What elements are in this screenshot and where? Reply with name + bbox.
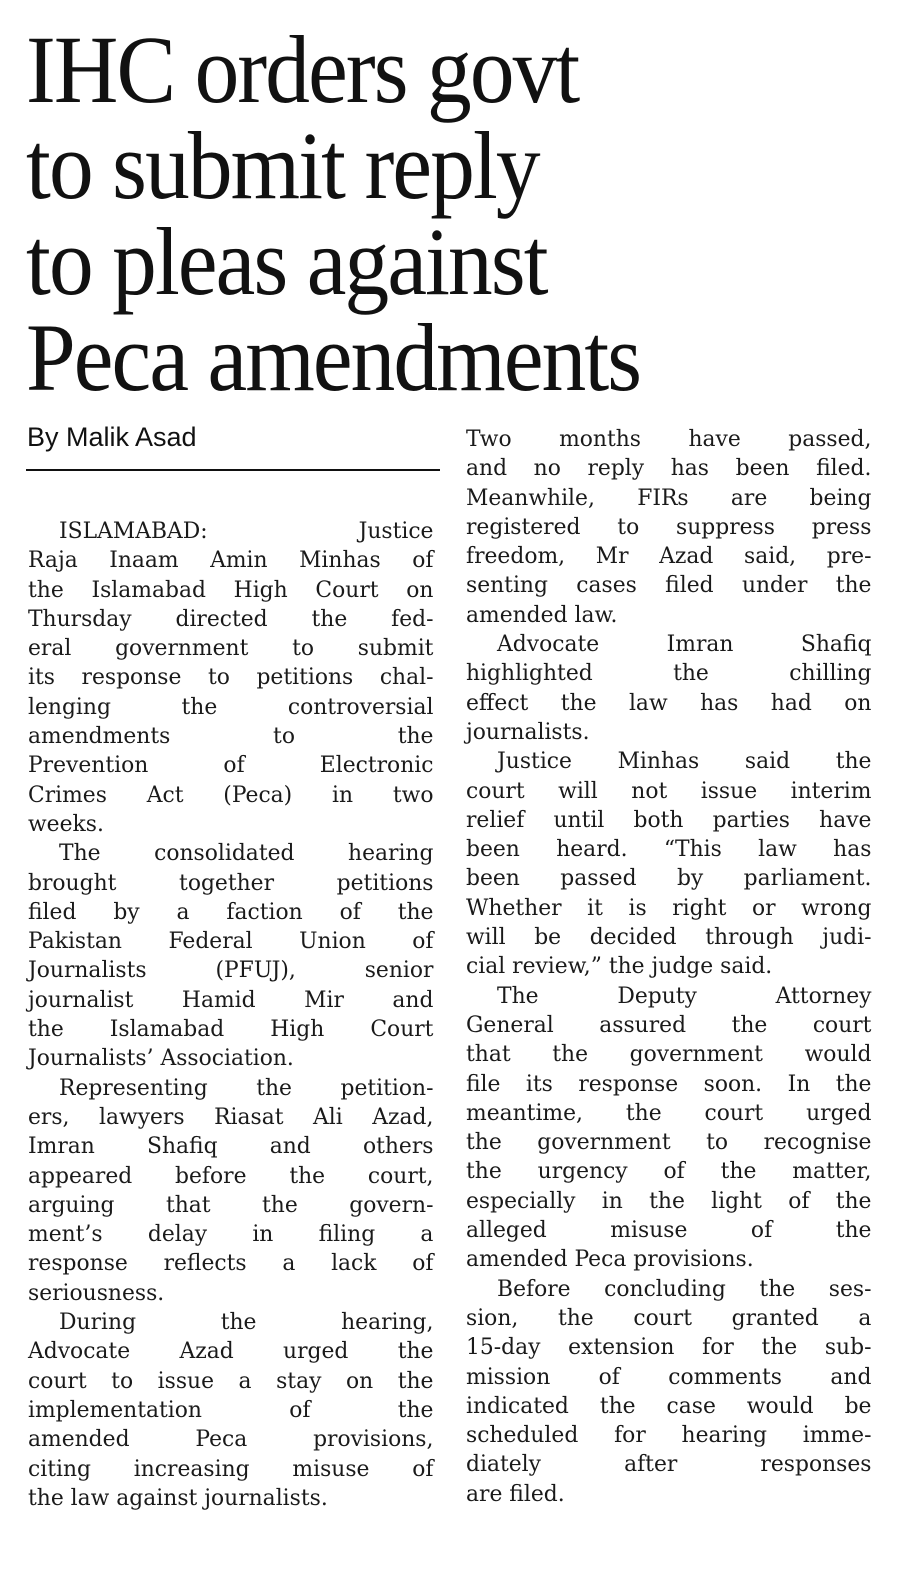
paragraph-line: weeks. [28, 810, 104, 837]
paragraph-line: amendments to the [28, 723, 434, 750]
article-column-right [466, 425, 871, 1509]
paragraph-line: especially in the light of the [466, 1187, 872, 1214]
article-paragraph [28, 1308, 433, 1513]
paragraph-line: seriousness. [28, 1279, 165, 1306]
paragraph-line: Prevention of Electronic [28, 752, 434, 779]
paragraph-line: sion, the court granted a [466, 1304, 872, 1331]
paragraph-line: are filed. [466, 1480, 565, 1507]
paragraph-line: 15-day extension for the sub- [466, 1334, 872, 1361]
paragraph-line: the law against journalists. [28, 1484, 328, 1511]
paragraph-line: Meanwhile, FIRs are being [466, 484, 872, 511]
paragraph-line: Justice Minhas said the [497, 748, 872, 775]
paragraph-line: scheduled for hearing imme- [466, 1422, 872, 1449]
paragraph-line: registered to suppress press [466, 513, 872, 540]
paragraph-line: Crimes Act (Peca) in two [28, 781, 434, 808]
paragraph-line: court will not issue interim [466, 777, 872, 804]
article-paragraph [466, 630, 871, 747]
paragraph-line: appeared before the court, [28, 1162, 434, 1189]
paragraph-line: The Deputy Attorney [497, 982, 872, 1009]
paragraph-line: ers, lawyers Riasat Ali Azad, [28, 1103, 434, 1130]
paragraph-line: the Islamabad High Court [28, 1016, 434, 1043]
paragraph-line: Before concluding the ses- [497, 1275, 872, 1302]
paragraph-line: court to issue a stay on the [28, 1367, 434, 1394]
paragraph-line: the urgency of the matter, [466, 1158, 872, 1185]
paragraph-line: mission of comments and [466, 1363, 872, 1390]
paragraph-line: Imran Shafiq and others [28, 1133, 434, 1160]
paragraph-line: its response to petitions chal- [28, 664, 434, 691]
paragraph-line: Two months have passed, [466, 426, 872, 452]
paragraph-line: Advocate Imran Shafiq [497, 631, 872, 658]
headline-line: Peca amendments [26, 304, 641, 411]
paragraph-line: Representing the petition- [59, 1074, 434, 1101]
paragraph-line: amended Peca provisions, [28, 1426, 434, 1453]
paragraph-line: effect the law has had on [466, 689, 872, 716]
paragraph-line: senting cases filed under the [466, 572, 872, 599]
paragraph-line: alleged misuse of the [466, 1217, 872, 1244]
paragraph-line: diately after responses [466, 1451, 872, 1478]
paragraph-line: amended Peca provisions. [466, 1246, 754, 1273]
paragraph-line: citing increasing misuse of [28, 1455, 434, 1482]
paragraph-line: journalist Hamid Mir and [28, 986, 434, 1013]
paragraph-line: freedom, Mr Azad said, pre- [466, 543, 872, 570]
paragraph-line: been heard. “This law has [466, 836, 872, 863]
paragraph-line: ment’s delay in filing a [28, 1221, 434, 1248]
paragraph-line: arguing that the govern- [28, 1191, 434, 1218]
paragraph-line: Pakistan Federal Union of [28, 928, 434, 955]
article-column-left [28, 517, 433, 1513]
paragraph-line: The consolidated hearing [59, 840, 434, 867]
paragraph-line: filed by a faction of the [28, 898, 434, 925]
article-paragraph [28, 839, 433, 1073]
paragraph-line: the Islamabad High Court on [28, 576, 434, 603]
paragraph-line: ISLAMABAD: Justice [59, 518, 434, 544]
headline [26, 16, 826, 411]
headline-line: to submit reply [26, 112, 539, 219]
byline: By Malik Asad [27, 422, 197, 452]
article-paragraph [28, 1074, 433, 1308]
article-paragraph [466, 425, 871, 630]
paragraph-line: journalists. [466, 718, 590, 745]
paragraph-line: General assured the court [466, 1011, 872, 1038]
headline-line: IHC orders govt [26, 16, 579, 123]
paragraph-line: been passed by parliament. [466, 865, 872, 892]
headline-line: to pleas against [26, 208, 547, 315]
paragraph-line: eral government to submit [28, 635, 434, 662]
paragraph-line: meantime, the court urged [466, 1099, 872, 1126]
paragraph-line: and no reply has been filed. [466, 455, 872, 482]
paragraph-line: Journalists (PFUJ), senior [28, 957, 434, 984]
paragraph-line: response reflects a lack of [28, 1250, 434, 1277]
paragraph-line: Whether it is right or wrong [466, 894, 872, 921]
paragraph-line: lenging the controversial [28, 693, 434, 720]
byline-divider [26, 469, 440, 471]
paragraph-line: During the hearing, [59, 1309, 434, 1336]
paragraph-line: will be decided through judi- [466, 924, 872, 951]
paragraph-line: relief until both parties have [466, 806, 872, 833]
paragraph-line: Journalists’ Association. [28, 1045, 294, 1072]
paragraph-line: Thursday directed the fed- [28, 605, 434, 632]
paragraph-line: cial review,” the judge said. [466, 953, 773, 980]
paragraph-line: brought together petitions [28, 869, 434, 896]
paragraph-line: the government to recognise [466, 1129, 872, 1156]
paragraph-line: Advocate Azad urged the [28, 1338, 434, 1365]
paragraph-line: Raja Inaam Amin Minhas of [28, 547, 434, 574]
article-paragraph [28, 517, 433, 839]
paragraph-line: that the government would [466, 1041, 872, 1068]
paragraph-line: indicated the case would be [466, 1392, 872, 1419]
paragraph-line: amended law. [466, 601, 618, 628]
paragraph-line: implementation of the [28, 1396, 434, 1423]
article-paragraph [466, 1275, 871, 1509]
article-paragraph [466, 747, 871, 981]
paragraph-line: file its response soon. In the [466, 1070, 872, 1097]
paragraph-line: highlighted the chilling [466, 660, 872, 687]
article-paragraph [466, 982, 871, 1275]
